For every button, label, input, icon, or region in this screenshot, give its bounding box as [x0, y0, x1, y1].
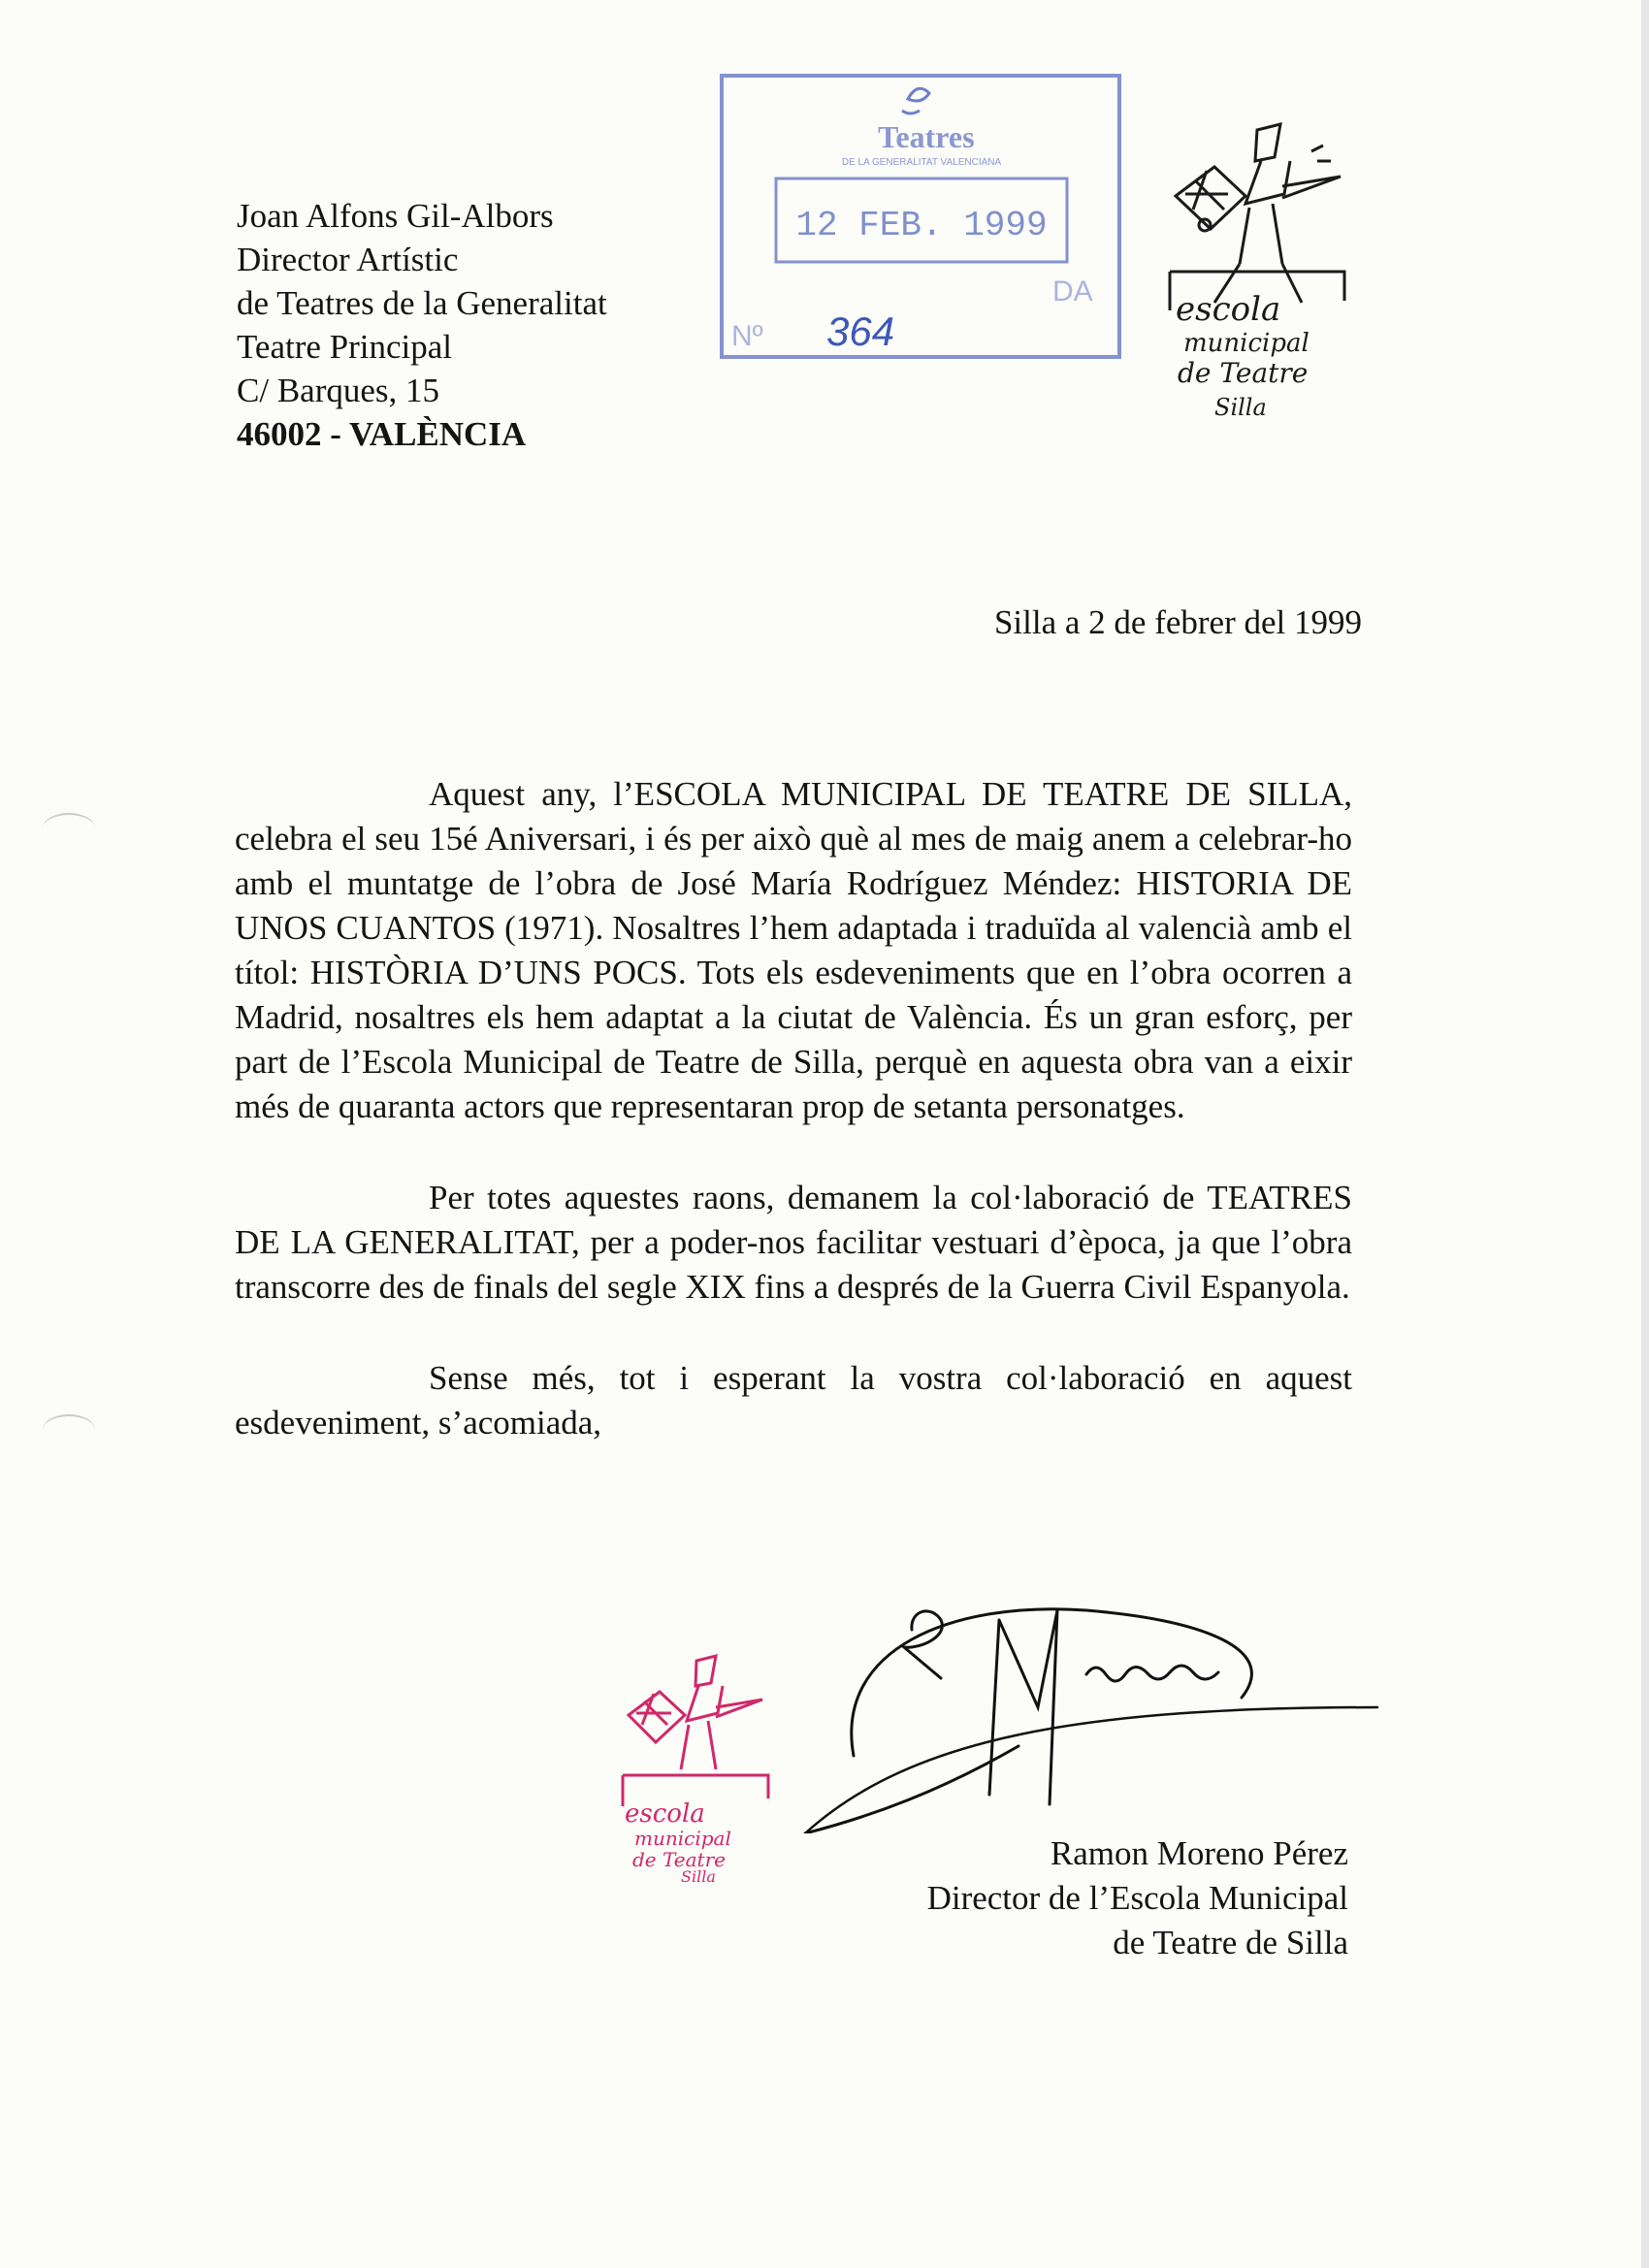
reception-stamp — [718, 72, 1125, 363]
recipient-street: C/ Barques, 15 — [237, 372, 440, 409]
body-paragraph-1: Aquest any, l’ESCOLA MUNICIPAL DE TEATRE DE SILLA, celebra el seu 15é Aniversari, i és per això què al mes de maig anem a celebrar-ho amb el muntatge de l’obra de José María Rodríguez Méndez: HISTORIA DE UNOS CUANTOS (1971). Nosaltres l’hem adaptada i traduïda al valencià amb el títol: HISTÒRIA D’UNS POCS. Tots els esdeveniments que en l’obra ocorren a Madrid, nosaltres els hem adaptat a la ciutat de València. És un gran esforç, per part de l’Escola Municipal de Teatre de Silla, perquè en aquesta obra van a eixir més de quaranta actors que representaran prop de setanta personatges. — [235, 775, 1352, 1125]
school-logo — [1156, 118, 1370, 429]
punch-hole-mark — [43, 813, 95, 844]
theatre-figure-icon — [623, 1656, 768, 1806]
logo-line2: municipal — [1183, 329, 1310, 358]
letter-date: Silla a 2 de febrer del 1999 — [993, 603, 1362, 641]
school-stamp-red — [613, 1651, 788, 1884]
stamp-logo-line4: Silla — [681, 1867, 716, 1884]
recipient-title: Director Artístic — [237, 241, 459, 278]
signer-name: Ramon Moreno Pérez — [1050, 1834, 1348, 1872]
signer-block — [854, 1831, 1348, 1965]
logo-line4: Silla — [1214, 394, 1267, 421]
stamp-emblem-icon — [902, 88, 929, 113]
stamp-number: 364 — [826, 308, 895, 354]
stamp-label: DA — [1052, 275, 1093, 308]
scan-edge — [1641, 0, 1649, 2268]
stamp-logo-line2: municipal — [634, 1827, 731, 1850]
logo-line3: de Teatre — [1178, 357, 1309, 389]
punch-hole-mark — [43, 1414, 95, 1445]
recipient-name: Joan Alfons Gil-Albors — [237, 197, 554, 235]
signer-role-line2: de Teatre de Silla — [1113, 1924, 1348, 1961]
stamp-logo-line3: de Teatre — [632, 1848, 726, 1871]
logo-line1: escola — [1176, 290, 1281, 329]
body-paragraph-2: Per totes aquestes raons, demanem la col·laboració de TEATRES DE LA GENERALITAT, per a poder-nos facilitar vestuari d’època, ja que l’obra transcorre des de finals del segle XIX fins a després de la Guerra Civil Espanyola. — [235, 1179, 1352, 1306]
recipient-venue: Teatre Principal — [237, 328, 453, 366]
stamp-header: Teatres — [878, 119, 975, 154]
stamp-subheader: DE LA GENERALITAT VALENCIANA — [841, 157, 1002, 168]
recipient-organization: de Teatres de la Generalitat — [237, 284, 607, 322]
stamp-date: 12 FEB. 1999 — [795, 206, 1048, 245]
body-paragraph-3: Sense més, tot i esperant la vostra col·laboració en aquest esdeveniment, s’acomiada, — [235, 1359, 1352, 1442]
letter-body — [235, 772, 1352, 1445]
signer-role-line1: Director de l’Escola Municipal — [926, 1879, 1348, 1917]
stamp-logo-line1: escola — [625, 1799, 705, 1829]
recipient-address — [237, 194, 607, 456]
handwritten-signature — [795, 1591, 1387, 1833]
recipient-city: 46002 - VALÈNCIA — [237, 415, 527, 453]
stamp-number-prefix: Nº — [731, 320, 763, 352]
theatre-figure-icon — [1170, 124, 1344, 310]
